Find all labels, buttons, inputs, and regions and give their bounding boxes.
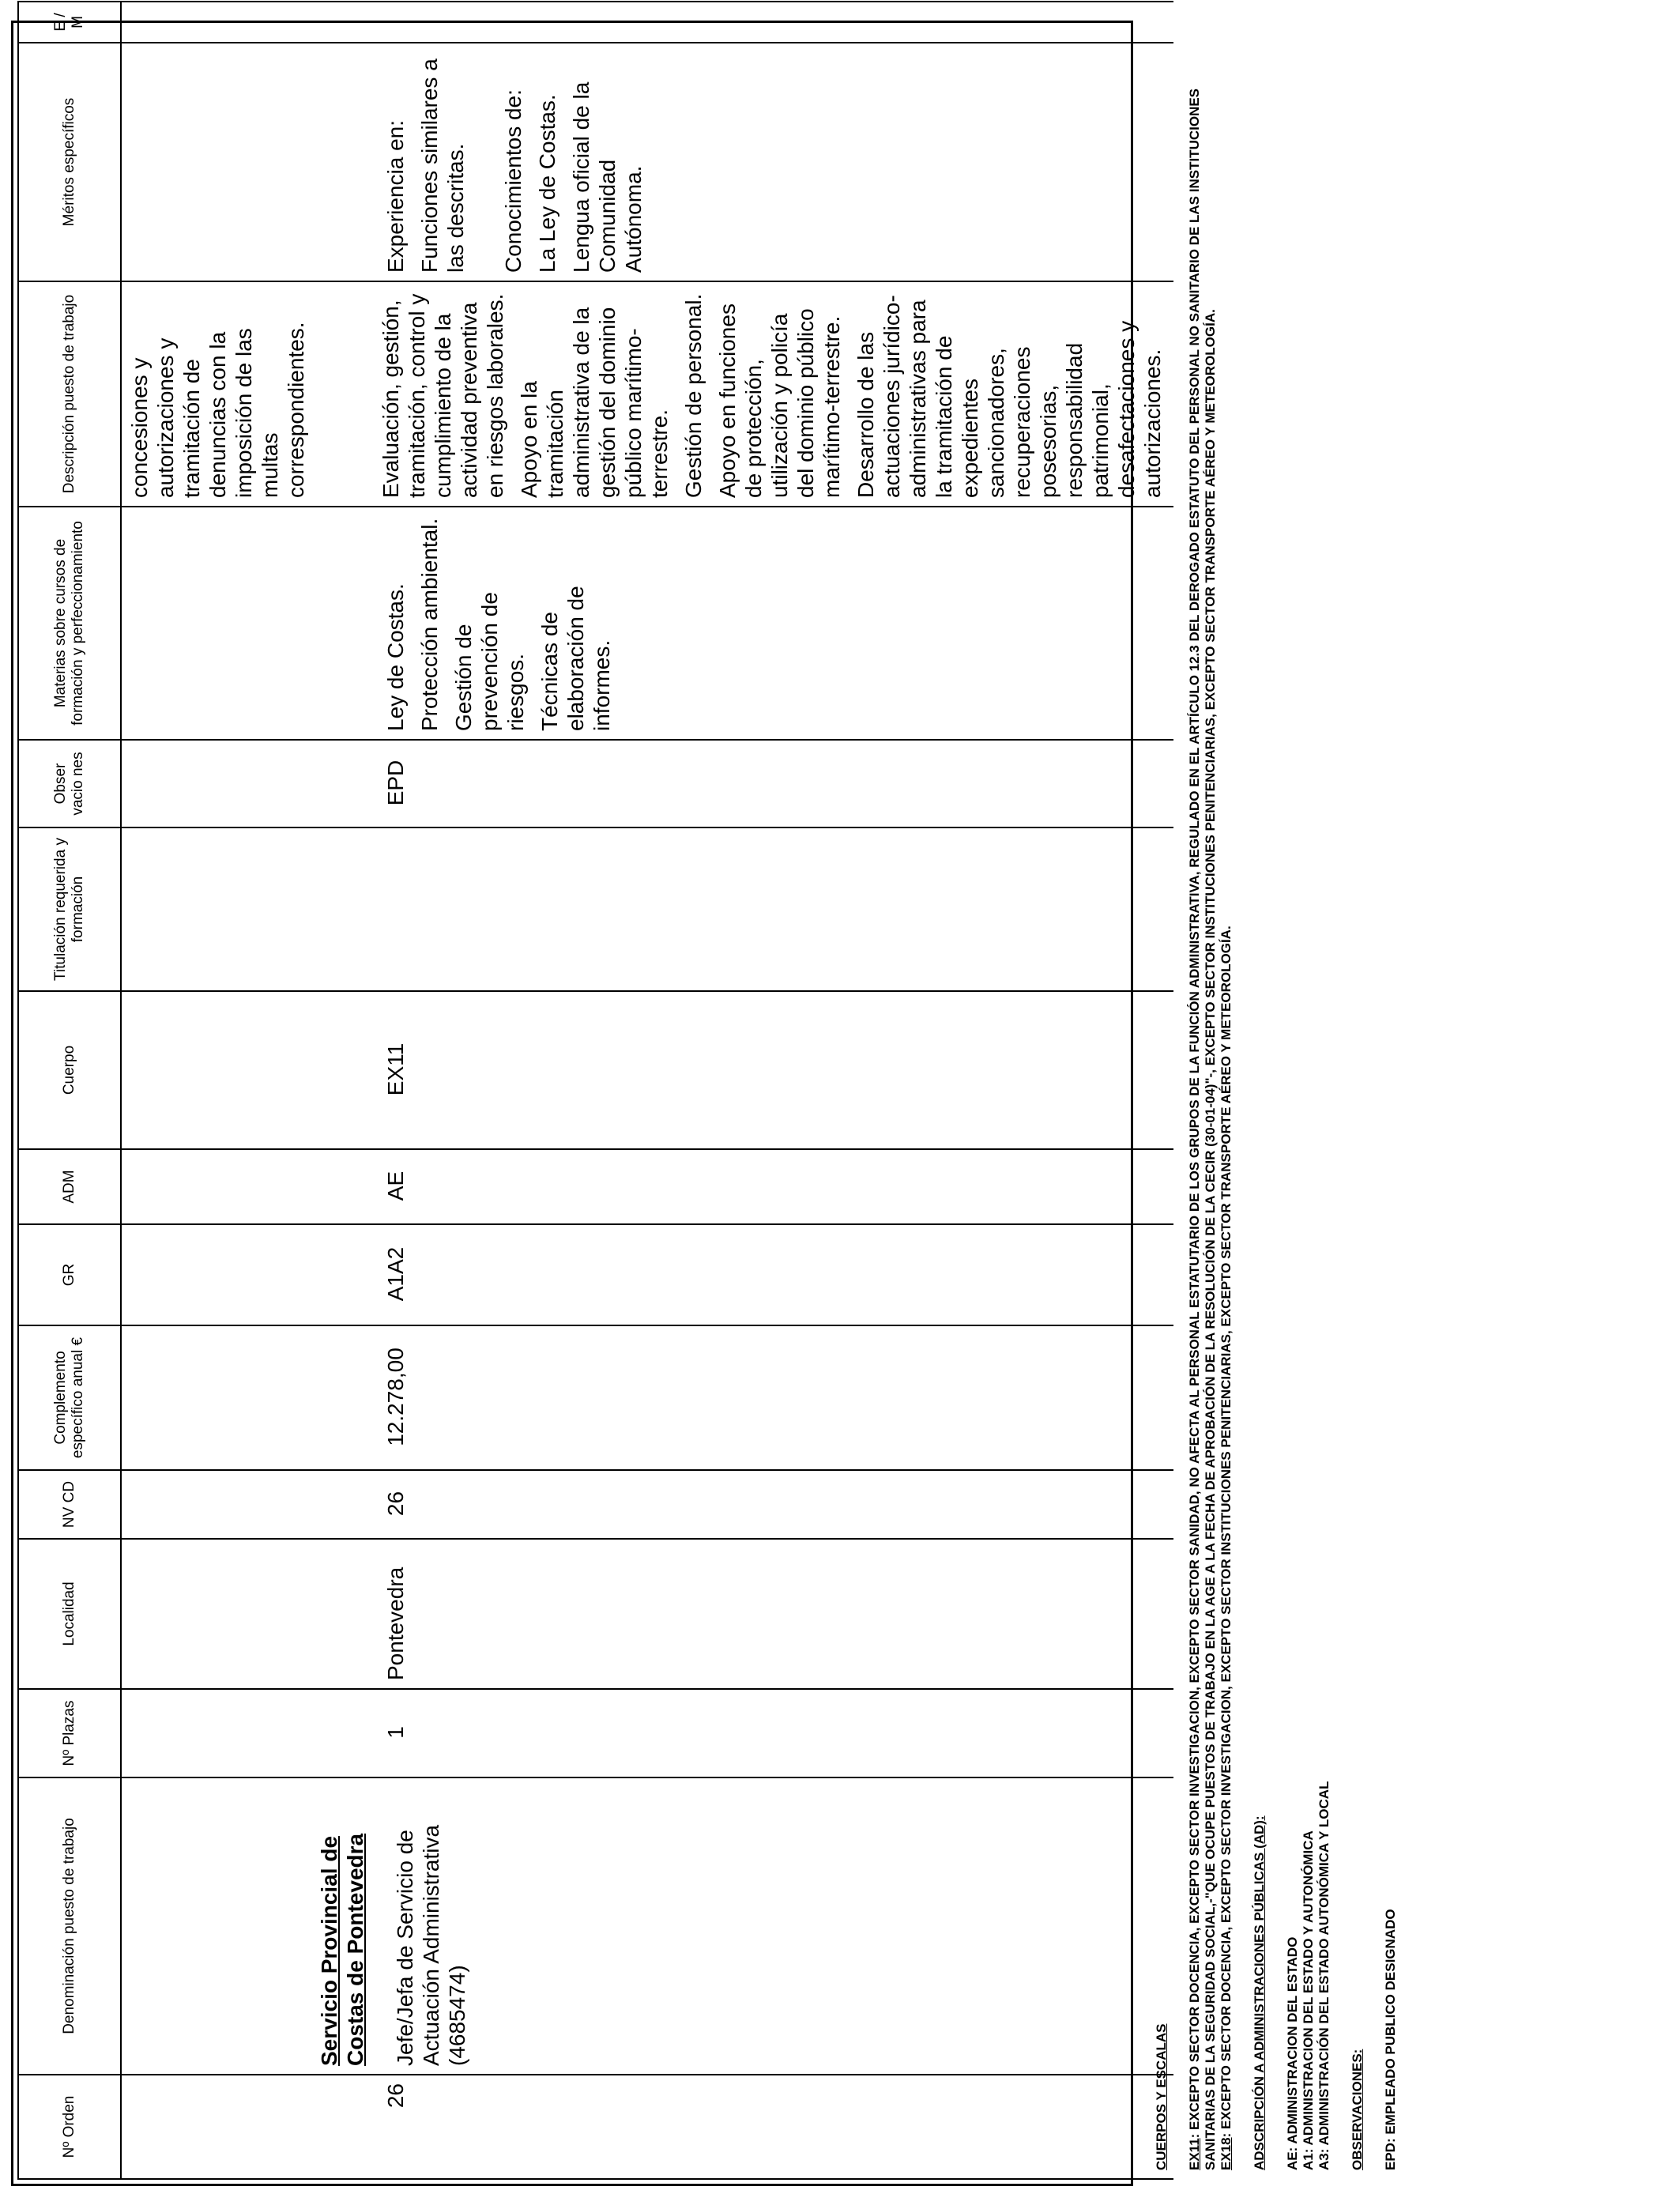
ex18-code: EX18 [1219,2137,1234,2170]
header-localidad: Localidad [18,1539,121,1689]
descripcion-item: Apoyo en la tramitación administrativa de la gestión del dominio público marítimo-terrestre. [517,307,672,498]
ex11-code: EX11 [1187,2138,1202,2170]
header-plazas: Nº Plazas [18,1689,121,1777]
header-adm: ADM [18,1149,121,1224]
section-title: Servicio Provincial de Costas de Pontevedra [317,1833,367,2066]
cell-grupo [121,1224,1173,1325]
observaciones-epd: EPD: EMPLEADO PUBLICO DESIGNADO [1383,1909,1398,2170]
cell-em [121,2,1173,43]
descripcion-item: Desarrollo de las actuaciones jurídico-administrativas para la tramitación de expedientes sancionadores, recuperaciones posesorias, responsabilidad patrimonial, desafectaciones y autorizaciones. [853,295,1165,498]
cuerpos-title: CUERPOS Y ESCALAS [1154,2023,1169,2170]
table-row [121,2,1173,2179]
adscripcion-ae: AE: ADMINISTRACION DEL ESTADO [1285,1936,1300,2170]
materia-item: Técnicas de elaboración de informes. [537,586,614,731]
cell-titulacion [121,827,1173,991]
cell-nivel [121,1470,1173,1539]
cell-plazas [121,1689,1173,1777]
cell-complemento [121,1325,1173,1470]
positions-table [17,1,1173,2180]
cell-materias [121,507,1173,740]
ex11-note [1187,13,1219,2170]
adscripcion-a1: A1: ADMINISTRACION DEL ESTADO Y AUTONÓMICA [1301,1830,1316,2170]
header-nivel: NV CD [18,1470,121,1539]
ex11-text: : EXCEPTO SECTOR DOCENCIA, EXCEPTO SECTOR INVESTIGACION, EXCEPTO SECTOR SANIDAD, NO AFECTA AL PERSONAL ESTATUTARIO DE LOS GRUPOS DE LA FUNCIÓN ADMINISTRATIVA, REGULADO EN EL ARTÍCULO 12.3 DEL DEROGADO ESTATUTO DEL PERSONAL NO SANITARIO DE LAS INSTITUCIONES SANITARIAS DE LA SEGURIDAD SOCIAL,-"QUE OCUPE PUESTOS DE TRABAJO EN LA AGE A LA FECHA DE APROBACIÓN DE LA RESOLUCIÓN DE LA CECIR (30-01-04)"-, EXCEPTO SECTOR INSTITUCIONES PENITENCIARIAS, EXCEPTO SECTOR TRANSPORTE AÉREO Y METEOROLOGÍA. [1187,88,1218,2170]
titulacion-value [375,828,382,990]
denominacion-value: Jefe/Jefa de Servicio de Actuación Administrativa (4685474) [393,1824,469,2066]
nivel-value: 26 [383,1491,408,1517]
cell-observaciones [121,740,1173,827]
meritos-experiencia: Funciones similares a las descritas. [417,58,468,273]
adm-value: AE [383,1171,408,1201]
meritos-conocimiento-item: La Ley de Costas. [535,94,559,273]
header-em: E / M [18,2,121,43]
header-materias: Materias sobre cursos de formación y perfeccionamiento [18,507,121,740]
descripcion-item: Apoyo en funciones de protección, utilización y policía del dominio público marítimo-terrestre. [715,303,844,498]
plazas-value: 1 [383,1726,408,1739]
grupo-value: A1A2 [383,1246,408,1302]
header-denominacion: Denominación puesto de trabajo [18,1777,121,2075]
header-meritos: Méritos específicos [18,43,121,281]
header-cuerpo: Cuerpo [18,991,121,1149]
header-titulacion: Titulación requerida y formación [18,827,121,991]
meritos-conocimiento-item: Lengua oficial de la Comunidad Autónoma. [569,81,646,273]
orden-value: 26 [383,2083,408,2109]
complemento-value: 12.278,00 [383,1348,408,1446]
observaciones-title: OBSERVACIONES: [1350,2049,1365,2170]
cell-descripcion [121,281,1173,507]
descripcion-item: Evaluación, gestión, tramitación, control y cumplimiento de la actividad preventiva en riesgos laborales. [379,293,507,498]
cell-localidad [121,1539,1173,1689]
cell-orden [121,2075,1173,2179]
header-observaciones: Obser vacio nes [18,740,121,827]
ex18-text: : EXCEPTO SECTOR DOCENCIA, EXCEPTO SECTOR INVESTIGACION, EXCEPTO SECTOR INSTITUCIONES PENITENCIARIAS, EXCEPTO SECTOR TRANSPORTE AÉREO Y METEOROLOGÍA. [1219,925,1234,2138]
footer-notes [1154,13,1399,2170]
meritos-conocimientos-title: Conocimientos de: [501,89,525,273]
ex18-note [1219,13,1234,2170]
localidad-value: Pontevedra [383,1566,408,1680]
header-complemento: Complemento específico anual € [18,1325,121,1470]
header-row [18,2,121,2179]
cell-adm [121,1149,1173,1224]
cell-cuerpo [121,991,1173,1149]
descripcion-item: Gestión de personal. [681,293,706,498]
materia-item: Ley de Costas. [383,583,408,731]
cell-meritos [121,43,1173,281]
cell-denominacion [121,1777,1173,2075]
header-grupo: GR [18,1224,121,1325]
em-value [375,2,382,42]
materia-item: Gestión de prevención de riesgos. [451,592,528,731]
cuerpo-value: EX11 [383,1042,408,1096]
meritos-experiencia-title: Experiencia en: [383,119,408,273]
header-orden: Nº Orden [18,2075,121,2179]
descripcion-continuation: concesiones y autorizaciones y tramitación de denuncias con la imposición de las multas correspondientes. [127,322,308,498]
observaciones-value: EPD [383,760,408,806]
header-descripcion: Descripción puesto de trabajo [18,281,121,507]
adscripcion-a3: A3: ADMINISTRACIÓN DEL ESTADO AUTONÓMICA Y LOCAL [1317,1781,1332,2170]
materia-item: Protección ambiental. [417,518,442,731]
adscripcion-title: ADSCRIPCIÓN A ADMINISTRACIONES PÚBLICAS (AD): [1252,1815,1267,2170]
